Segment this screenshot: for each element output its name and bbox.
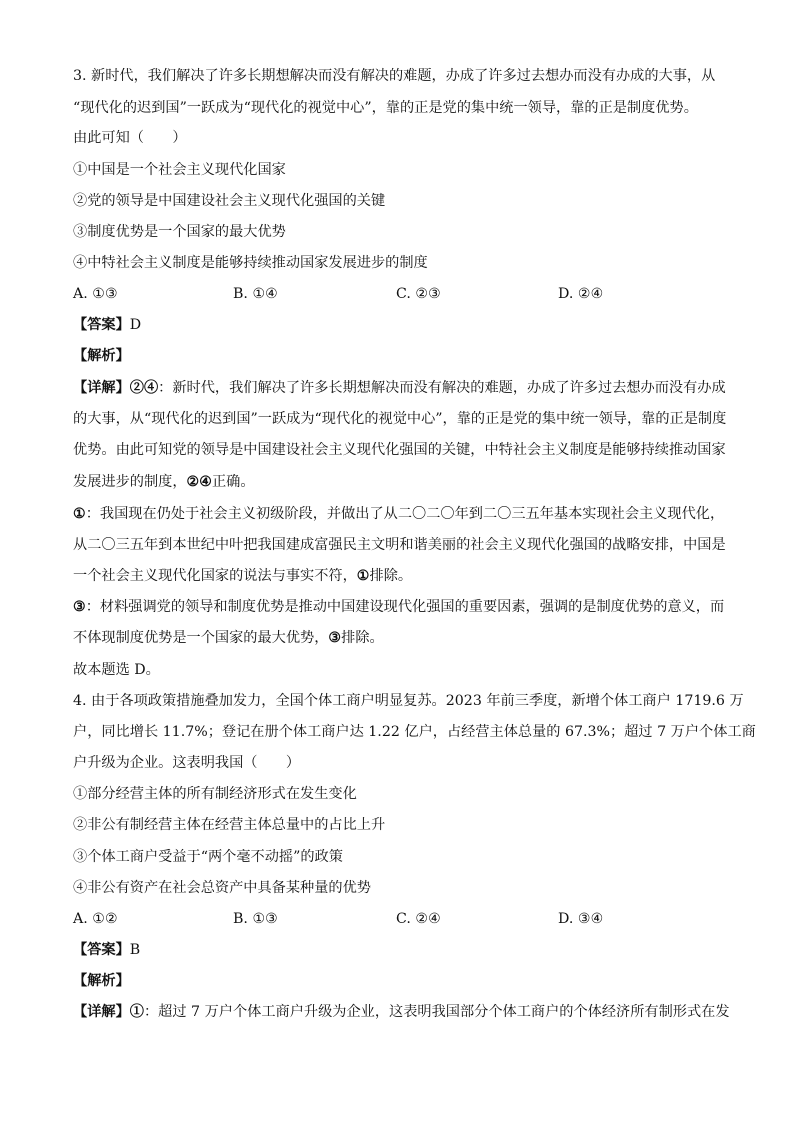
q4-stem-line-2: 户，同比增长 11.7%；登记在册个体工商户达 1.22 亿户，占经营主体总量的 67.3%；超过 7 万户个体工商 (73, 724, 756, 740)
q4-detail-line-1 (73, 1002, 730, 1022)
q3-conclusion: 故本题选 D。 (73, 662, 160, 678)
q3-answer (73, 315, 141, 335)
q3-stem-line-1: 3. 新时代，我们解决了许多长期想解决而没有解决的难题，办成了许多过去想办而没有办成的大事，从 (73, 68, 716, 84)
q4-option-a: A. ①② (73, 911, 118, 927)
q3-item1-line-2: 从二〇三五年到本世纪中叶把我国建成富强民主文明和谐美丽的社会主义现代化强国的战略安排，中国是 (73, 537, 726, 553)
q4-statement-3: ③个体工商户受益于“两个毫不动摇”的政策 (73, 849, 343, 865)
q4-statement-4: ④非公有资产在社会总资产中具备某种量的优势 (73, 880, 371, 896)
q3-item1-line-1 (73, 504, 724, 524)
item3-end-mark: ③ (328, 630, 342, 646)
q3-statement-4: ④中特社会主义制度是能够持续推动国家发展进步的制度 (73, 255, 428, 271)
answer-value: D (129, 317, 142, 333)
item3-mark: ③ (73, 599, 86, 615)
detail-mark: ① (129, 1004, 144, 1020)
q3-item3-line-1 (73, 597, 724, 617)
q4-statement-2: ②非公有制经营主体在经营主体总量中的占比上升 (73, 817, 386, 833)
q3-item1-line-3 (73, 566, 412, 586)
item1-mark: ① (73, 506, 86, 522)
q4-analysis-label: 【解析】 (73, 973, 130, 989)
q4-option-b: B. ①③ (233, 911, 278, 927)
q3-stem-line-3: 由此可知（ ） (73, 130, 187, 146)
detail-end-marks: ②④ (186, 474, 212, 490)
q3-detail-line-2: 的大事，从“现代化的迟到国”一跃成为“现代化的视觉中心”，靠的正是党的集中统一领导，靠的正是制度 (73, 411, 727, 427)
item1-end-mark: ① (356, 568, 370, 584)
q4-stem-line-1: 4. 由于各项政策措施叠加发力，全国个体工商户明显复苏。2023 年前三季度，新增个体工商户 1719.6 万 (73, 693, 744, 709)
q3-analysis-label: 【解析】 (73, 348, 130, 364)
item1-text: ：我国现在仍处于社会主义初级阶段，并做出了从二〇二〇年到二〇三五年基本实现社会主义现代化， (85, 506, 725, 522)
detail-label: 【详解】 (73, 380, 130, 396)
q3-option-a: A. ①③ (73, 286, 118, 302)
q3-option-c: C. ②③ (396, 286, 441, 302)
detail-text: ：超过 7 万户个体工商户升级为企业，这表明我国部分个体工商户的个体经济所有制形式在发 (143, 1004, 730, 1020)
detail-end-text: 正确。 (211, 474, 255, 490)
q3-statement-2: ②党的领导是中国建设社会主义现代化强国的关键 (73, 193, 386, 209)
q3-option-d: D. ②④ (558, 286, 604, 302)
q3-detail-line-4 (73, 472, 255, 492)
answer-label: 【答案】 (73, 942, 130, 958)
q4-option-c: C. ②④ (396, 911, 441, 927)
item1-text: 一个社会主义现代化国家的说法与事实不符， (73, 568, 357, 584)
answer-value: B (129, 942, 141, 958)
q3-item3-line-2 (73, 628, 384, 648)
q3-statement-3: ③制度优势是一个国家的最大优势 (73, 224, 286, 240)
item1-end-text: 排除。 (369, 568, 413, 584)
q3-option-b: B. ①④ (233, 286, 278, 302)
item3-text: ：材料强调党的领导和制度优势是推动中国建设现代化强国的重要因素，强调的是制度优势的意义，而 (85, 599, 725, 615)
q3-detail-line-1 (73, 378, 726, 398)
q3-detail-line-3: 优势。由此可知党的领导是中国建设社会主义现代化强国的关键，中特社会主义制度是能够持续推动国家 (73, 442, 726, 458)
detail-text: ：新时代，我们解决了许多长期想解决而没有解决的难题，办成了许多过去想办而没有办成 (158, 380, 726, 396)
item3-end-text: 排除。 (341, 630, 384, 646)
q4-answer (73, 940, 140, 960)
q4-option-d: D. ③④ (558, 911, 604, 927)
detail-marks: ②④ (129, 380, 159, 396)
q4-statement-1: ①部分经营主体的所有制经济形式在发生变化 (73, 786, 357, 802)
answer-label: 【答案】 (73, 317, 130, 333)
q3-stem-line-2: “现代化的迟到国”一跃成为“现代化的视觉中心”，靠的正是党的集中统一领导，靠的正是制度优势。 (73, 100, 698, 116)
detail-text: 发展进步的制度， (73, 474, 187, 490)
detail-label: 【详解】 (73, 1004, 130, 1020)
q3-statement-1: ①中国是一个社会主义现代化国家 (73, 162, 286, 178)
item3-text: 不体现制度优势是一个国家的最大优势， (73, 630, 329, 646)
q4-stem-line-3: 户升级为企业。这表明我国（ ） (73, 755, 301, 771)
